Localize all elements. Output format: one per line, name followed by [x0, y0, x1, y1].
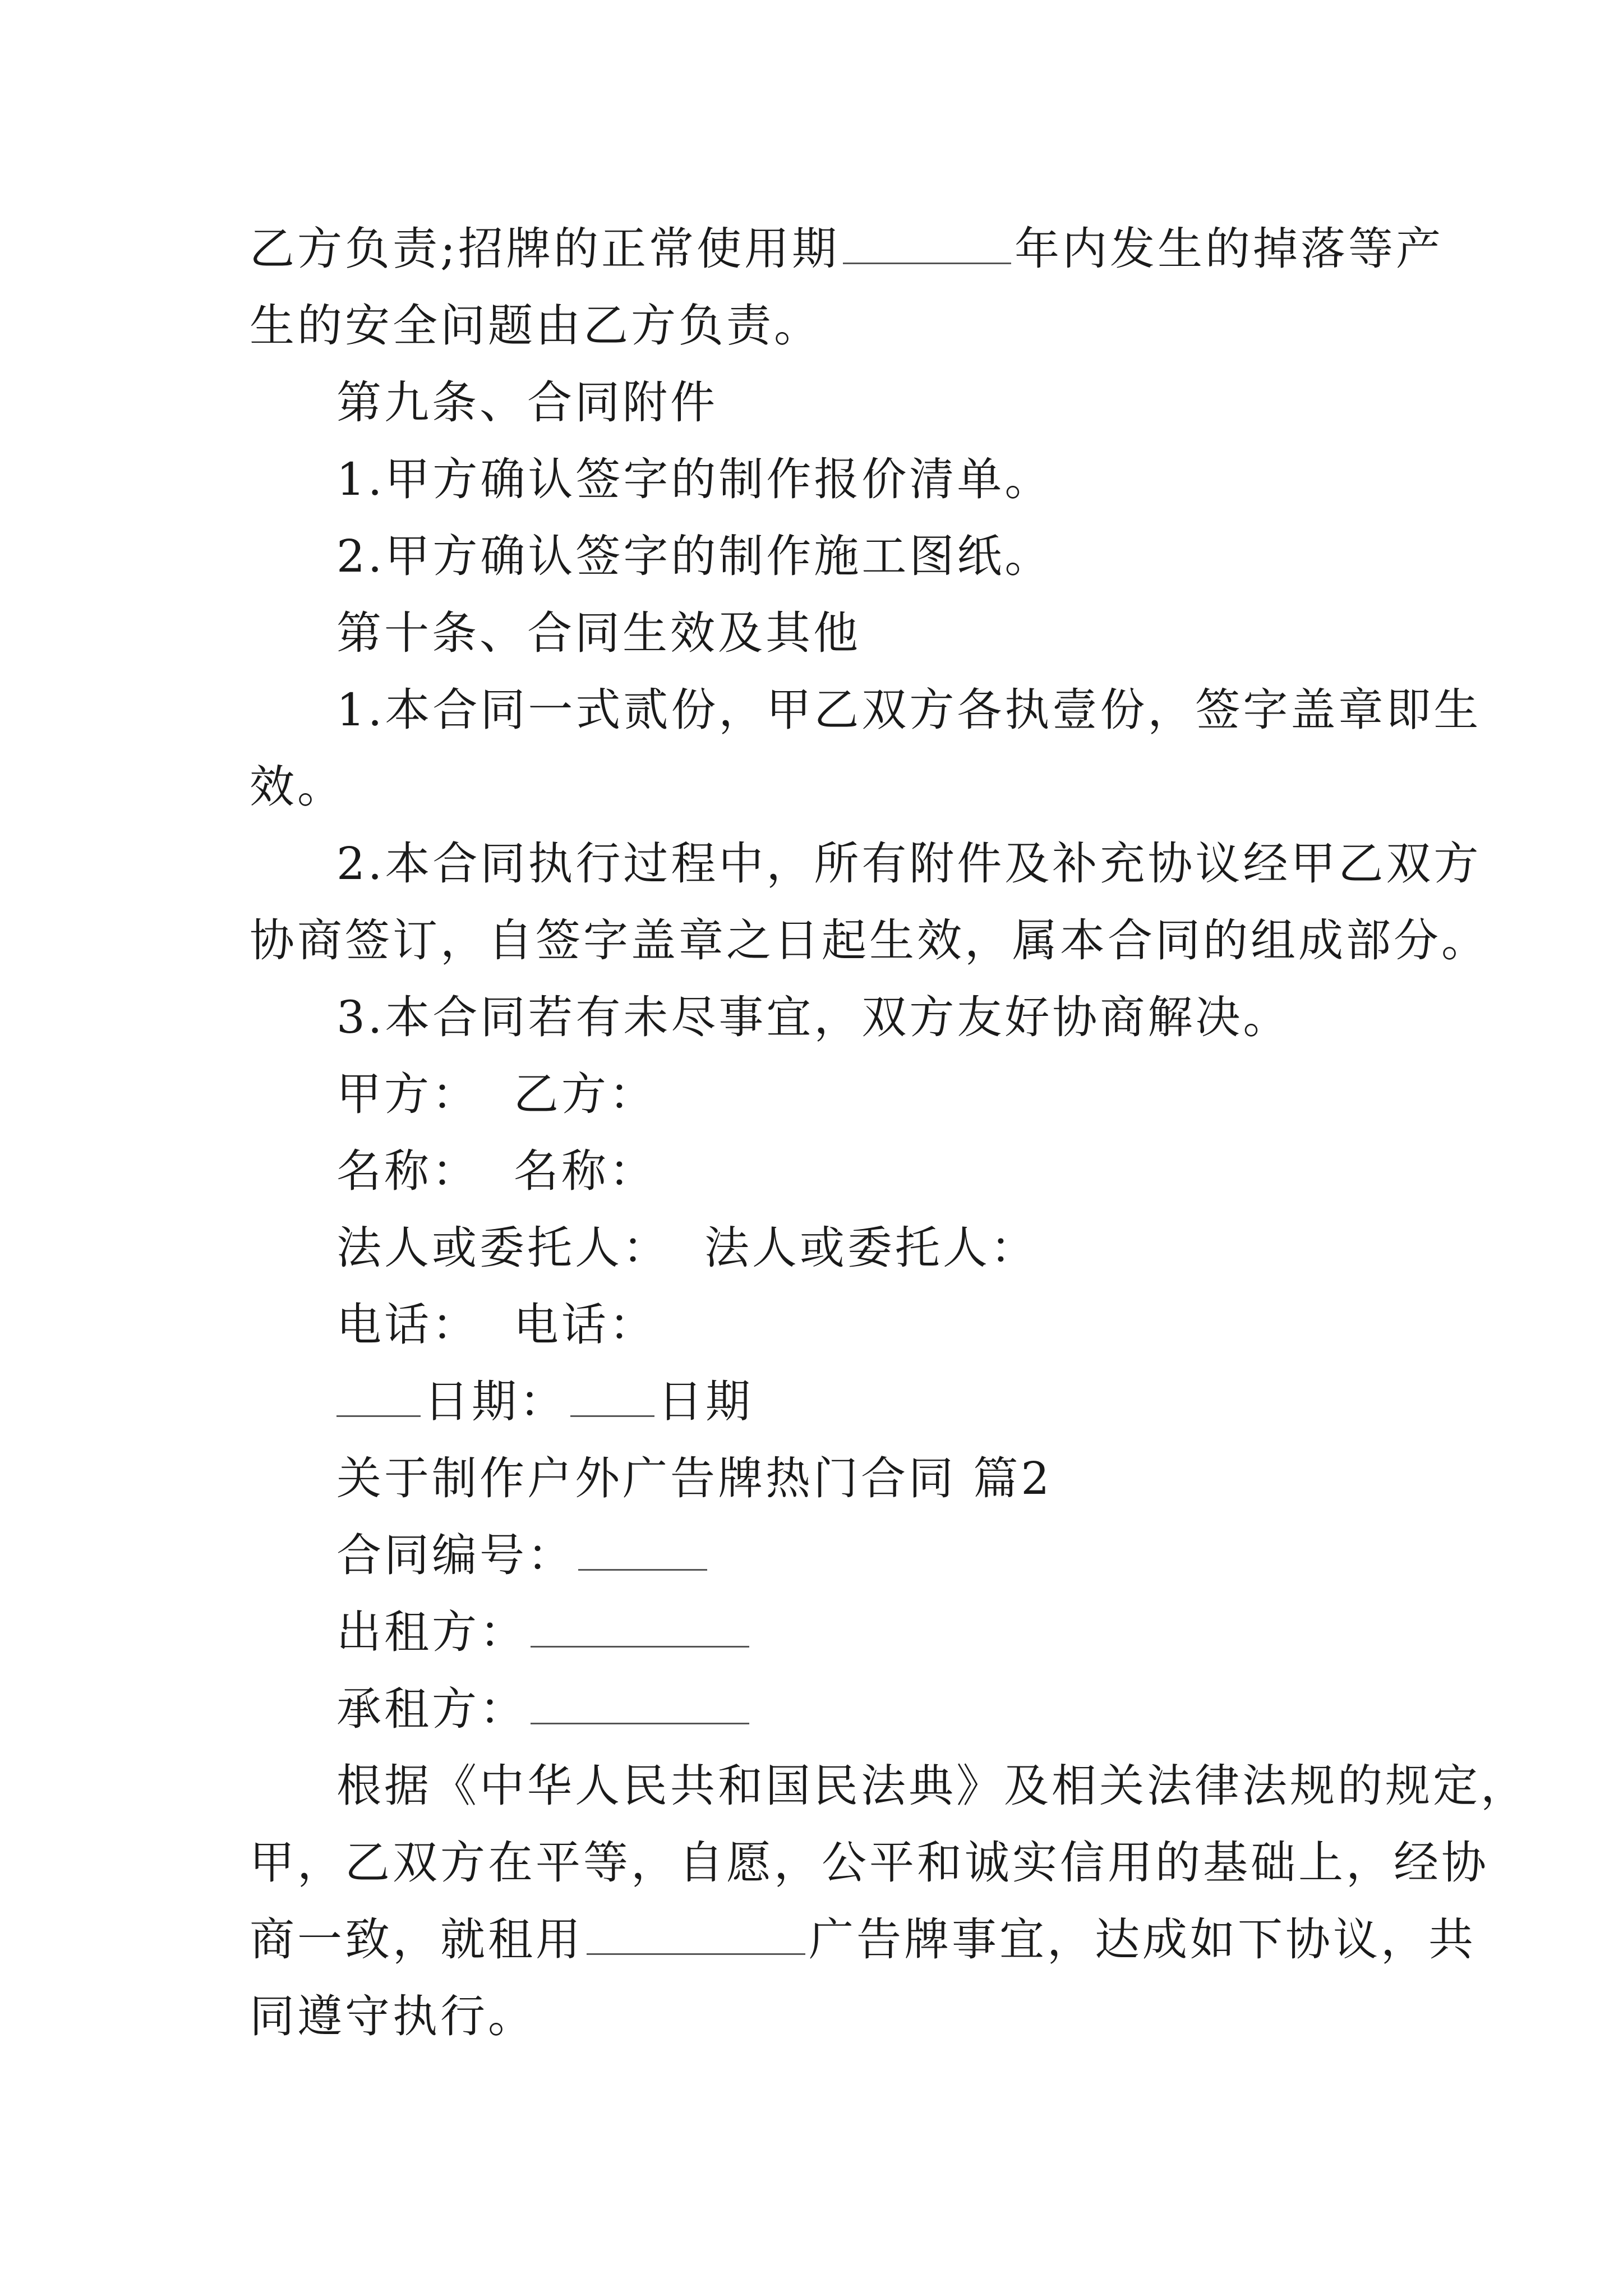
sign-phone: [250, 1286, 1433, 1363]
sign-date: [250, 1363, 1433, 1440]
text: 甲方： 乙方：: [336, 1068, 657, 1120]
blank-years: [843, 226, 1011, 264]
contract-number: [250, 1517, 1433, 1594]
text: 年内发生的掉落等产: [1014, 223, 1444, 275]
paragraph-line: 生的安全问题由乙方负责。: [250, 300, 822, 352]
sign-representative: [250, 1209, 1433, 1286]
text: 乙方负责;招牌的正常使用期: [250, 223, 840, 275]
intro-line: [250, 1901, 1476, 1978]
text: 商一致，就租用: [250, 1913, 583, 1966]
article-10-item-1-cont: 效。: [250, 761, 345, 813]
article-10-title: 第十条、合同生效及其他: [336, 607, 861, 659]
intro-line: 根据《中华人民共和国民法典》及相关法律法规的规定，: [336, 1760, 1528, 1812]
text: 合同编号：: [336, 1529, 575, 1581]
blank-contract-number: [578, 1532, 707, 1571]
article-9-item-1: 1.甲方确认签字的制作报价清单。: [336, 453, 1053, 505]
lessee: [250, 1671, 1433, 1747]
text: 广告牌事宜，达成如下协议，共: [809, 1913, 1476, 1966]
text: 出租方：: [336, 1606, 527, 1658]
article-10-item-3: 3.本合同若有未尽事宜，双方友好协商解决。: [336, 991, 1291, 1043]
text: 电话： 电话：: [336, 1299, 657, 1351]
text: 承租方：: [336, 1683, 527, 1735]
intro-line: 同遵守执行。: [250, 1990, 536, 2042]
article-10-item-2: 2.本合同执行过程中，所有附件及补充协议经甲乙双方: [336, 838, 1482, 890]
text: 日期: [658, 1375, 753, 1428]
document-body: [250, 210, 1528, 2055]
blank-billboard: [587, 1916, 805, 1955]
blank-lessee: [531, 1686, 749, 1724]
article-10-item-2-cont: 协商签订，自签字盖章之日起生效，属本合同的组成部分。: [250, 914, 1489, 967]
paragraph-line: [250, 210, 1444, 287]
text: 名称： 名称：: [336, 1145, 657, 1197]
article-9-item-2: 2.甲方确认签字的制作施工图纸。: [336, 530, 1053, 582]
article-9-title: 第九条、合同附件: [336, 376, 718, 429]
sign-name: [250, 1133, 1433, 1209]
section-2-title: 关于制作户外广告牌热门合同 篇2: [336, 1452, 1053, 1504]
blank-date-b: [570, 1378, 654, 1417]
text: 日期：: [424, 1375, 567, 1428]
text: 法人或委托人： 法人或委托人：: [336, 1222, 1038, 1274]
blank-lessor: [531, 1609, 749, 1648]
sign-party: [250, 1056, 1433, 1133]
intro-line: 甲，乙双方在平等，自愿，公平和诚实信用的基础上，经协: [250, 1837, 1489, 1889]
article-10-item-1: 1.本合同一式贰份，甲乙双方各执壹份，签字盖章即生: [336, 684, 1482, 736]
blank-date-a: [336, 1378, 421, 1417]
lessor: [250, 1594, 1433, 1671]
